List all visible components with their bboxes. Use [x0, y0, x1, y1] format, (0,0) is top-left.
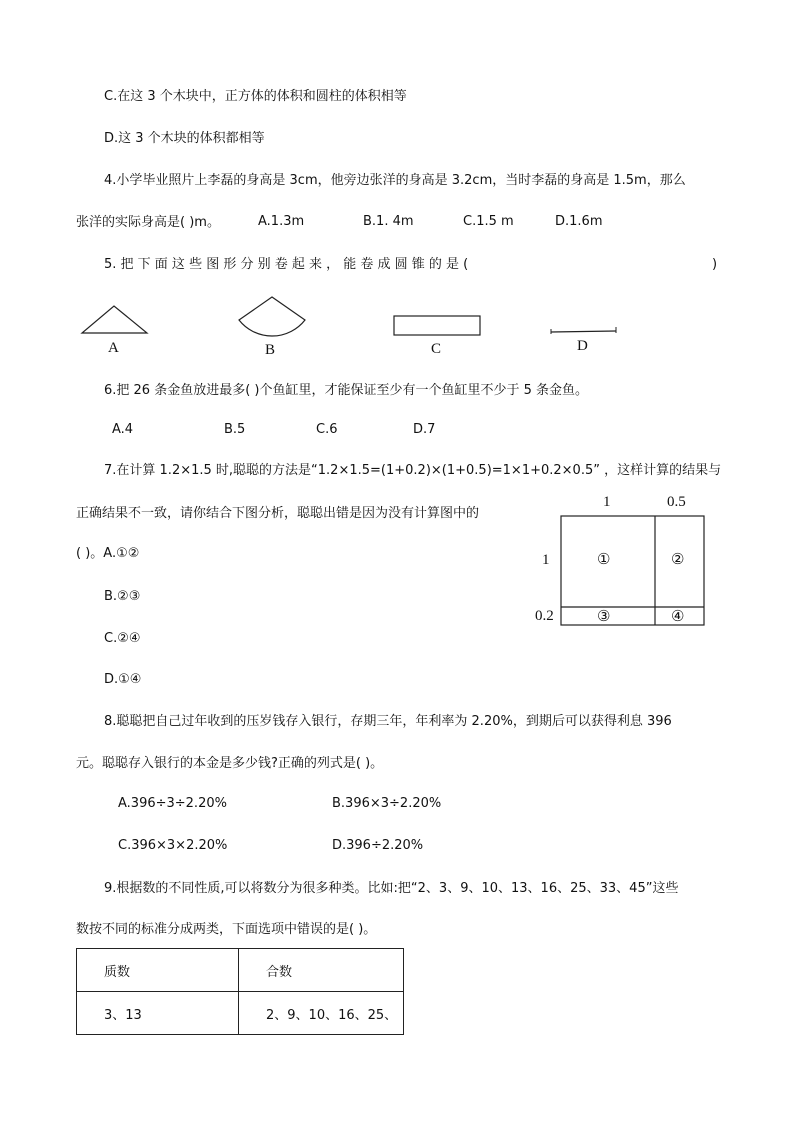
- figure-cell-3: ③: [597, 609, 611, 625]
- q4-option-b: B.1. 4m: [363, 214, 414, 229]
- figure-left-label-1: 1: [542, 552, 550, 568]
- q7-option-c: C.②④: [104, 631, 141, 646]
- q5-stem: 5. 把 下 面 这 些 图 形 分 别 卷 起 来 ， 能 卷 成 圆 锥 的 是 (: [104, 257, 469, 272]
- q4-option-c: C.1.5 m: [463, 214, 514, 229]
- figure-cell-2: ②: [671, 552, 685, 568]
- q3-option-c: C.在这 3 个木块中，正方体的体积和圆柱的体积相等: [104, 89, 407, 104]
- q9-classification-table: [76, 948, 404, 1035]
- q6-option-a: A.4: [112, 422, 134, 437]
- figure-left-label-02: 0.2: [535, 608, 554, 624]
- figure-cell-4: ④: [671, 609, 685, 625]
- q7-stem-line3: ( )。A.①②: [76, 546, 140, 561]
- q6-stem: 6.把 26 条金鱼放进最多( )个鱼缸里，才能保证至少有一个鱼缸里不少于 5 条金鱼。: [104, 383, 589, 398]
- q6-option-c: C.6: [316, 422, 338, 437]
- table-header-prime: 质数: [77, 949, 239, 992]
- q8-option-c: C.396×3×2.20%: [118, 838, 228, 853]
- q4-option-a: A.1.3m: [258, 214, 305, 229]
- table-cell-composites: 2、9、10、16、25、: [239, 992, 404, 1035]
- table-header-row: [77, 949, 404, 992]
- q7-option-d: D.①④: [104, 672, 142, 687]
- table-header-composite: 合数: [239, 949, 404, 992]
- q9-stem-line2: 数按不同的标准分成两类，下面选项中错误的是( )。: [76, 922, 377, 937]
- shape-label-c: C: [431, 341, 442, 357]
- q8-option-b: B.396×3÷2.20%: [332, 796, 442, 811]
- q4-option-d: D.1.6m: [555, 214, 603, 229]
- figure-cell-1: ①: [597, 552, 611, 568]
- q5-close-paren: ): [712, 257, 718, 272]
- table-cell-primes: 3、13: [77, 992, 239, 1035]
- figure-top-label-1: 1: [603, 494, 611, 510]
- q7-stem-line2: 正确结果不一致，请你结合下图分析，聪聪出错是因为没有计算图中的: [76, 506, 480, 521]
- shape-label-a: A: [108, 340, 119, 356]
- figure-top-label-05: 0.5: [667, 494, 686, 510]
- shape-label-b: B: [265, 342, 276, 358]
- q8-option-d: D.396÷2.20%: [332, 838, 424, 853]
- q9-stem-line1: 9.根据数的不同性质,可以将数分为很多种类。比如:把“2、3、9、10、13、16、25、33、45”这些: [104, 881, 679, 896]
- q3-option-d: D.这 3 个木块的体积都相等: [104, 131, 265, 146]
- q4-stem-line2: 张洋的实际身高是( )m。: [76, 215, 220, 230]
- q8-stem-line1: 8.聪聪把自己过年收到的压岁钱存入银行，存期三年，年利率为 2.20%，到期后可以获得利息 396: [104, 714, 672, 729]
- table-row: [77, 992, 404, 1035]
- q4-stem-line1: 4.小学毕业照片上李磊的身高是 3cm，他旁边张洋的身高是 3.2cm，当时李磊的身高是 1.5m，那么: [104, 173, 686, 188]
- q7-stem-line1: 7.在计算 1.2×1.5 时,聪聪的方法是“1.2×1.5=(1+0.2)×(1+0.5)=1×1+0.2×0.5” ，这样计算的结果与: [104, 463, 722, 478]
- q7-option-b: B.②③: [104, 589, 141, 604]
- q6-option-b: B.5: [224, 422, 246, 437]
- q6-option-d: D.7: [413, 422, 436, 437]
- q8-stem-line2: 元。聪聪存入银行的本金是多少钱?正确的列式是( )。: [76, 756, 384, 771]
- shape-label-d: D: [577, 338, 588, 354]
- q8-option-a: A.396÷3÷2.20%: [118, 796, 227, 811]
